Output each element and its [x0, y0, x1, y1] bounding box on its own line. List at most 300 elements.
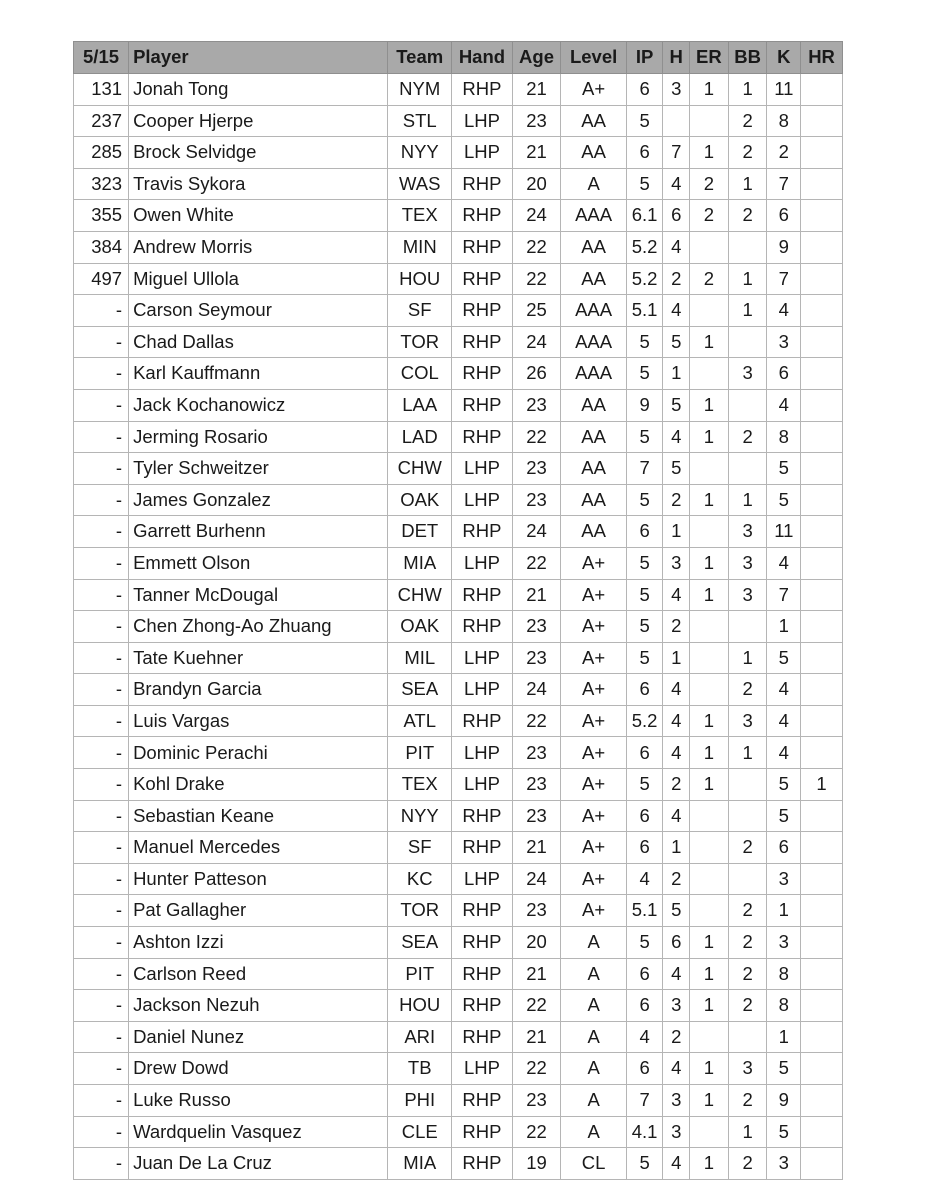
- cell-h: 3: [663, 990, 690, 1022]
- cell-h: 3: [663, 547, 690, 579]
- cell-er: 1: [689, 1085, 728, 1117]
- cell-ip: 4: [626, 1021, 663, 1053]
- cell-er: [689, 453, 728, 485]
- col-header-player: Player: [129, 42, 388, 74]
- cell-hand: RHP: [452, 927, 512, 959]
- cell-bb: 2: [728, 137, 767, 169]
- cell-k: 11: [767, 74, 801, 106]
- cell-age: 23: [512, 769, 561, 801]
- cell-er: [689, 895, 728, 927]
- cell-er: 1: [689, 769, 728, 801]
- cell-rank: 384: [74, 231, 129, 263]
- cell-ip: 6: [626, 137, 663, 169]
- cell-age: 24: [512, 200, 561, 232]
- cell-age: 23: [512, 800, 561, 832]
- cell-bb: [728, 863, 767, 895]
- cell-level: AA: [561, 453, 626, 485]
- cell-er: 1: [689, 958, 728, 990]
- table-row: [74, 168, 843, 200]
- table-row: [74, 74, 843, 106]
- cell-player: Carson Seymour: [129, 295, 388, 327]
- cell-team: SEA: [388, 674, 452, 706]
- cell-ip: 6: [626, 832, 663, 864]
- cell-hand: RHP: [452, 421, 512, 453]
- cell-hand: RHP: [452, 800, 512, 832]
- cell-hand: RHP: [452, 358, 512, 390]
- cell-k: 5: [767, 1116, 801, 1148]
- cell-team: ATL: [388, 705, 452, 737]
- cell-bb: 1: [728, 74, 767, 106]
- cell-h: 2: [663, 611, 690, 643]
- cell-team: MIN: [388, 231, 452, 263]
- cell-bb: 1: [728, 295, 767, 327]
- table-row: [74, 484, 843, 516]
- cell-team: TOR: [388, 326, 452, 358]
- cell-hr: [801, 389, 843, 421]
- cell-er: [689, 642, 728, 674]
- cell-rank: 497: [74, 263, 129, 295]
- table-row: [74, 927, 843, 959]
- table-row: [74, 105, 843, 137]
- cell-team: PIT: [388, 958, 452, 990]
- cell-level: A+: [561, 674, 626, 706]
- cell-level: A: [561, 1085, 626, 1117]
- cell-age: 22: [512, 1053, 561, 1085]
- cell-level: AA: [561, 389, 626, 421]
- cell-hand: LHP: [452, 769, 512, 801]
- cell-ip: 5: [626, 611, 663, 643]
- cell-rank: -: [74, 832, 129, 864]
- cell-k: 8: [767, 421, 801, 453]
- cell-er: 1: [689, 74, 728, 106]
- cell-k: 9: [767, 231, 801, 263]
- cell-hr: [801, 105, 843, 137]
- cell-h: 2: [663, 863, 690, 895]
- pitcher-stats-table: [73, 41, 843, 1180]
- cell-bb: 2: [728, 990, 767, 1022]
- cell-k: 1: [767, 611, 801, 643]
- col-header-h: H: [663, 42, 690, 74]
- cell-hr: [801, 1053, 843, 1085]
- cell-level: AA: [561, 516, 626, 548]
- cell-team: HOU: [388, 263, 452, 295]
- cell-hand: RHP: [452, 579, 512, 611]
- cell-team: NYM: [388, 74, 452, 106]
- table-row: [74, 990, 843, 1022]
- table-row: [74, 1021, 843, 1053]
- cell-level: AAA: [561, 295, 626, 327]
- table-row: [74, 611, 843, 643]
- cell-age: 23: [512, 453, 561, 485]
- cell-er: 1: [689, 326, 728, 358]
- cell-age: 22: [512, 263, 561, 295]
- cell-hr: [801, 642, 843, 674]
- cell-team: NYY: [388, 137, 452, 169]
- cell-team: TOR: [388, 895, 452, 927]
- cell-h: 5: [663, 326, 690, 358]
- cell-k: 7: [767, 168, 801, 200]
- cell-rank: -: [74, 326, 129, 358]
- cell-hr: [801, 990, 843, 1022]
- cell-level: AA: [561, 484, 626, 516]
- cell-hr: [801, 137, 843, 169]
- cell-hand: LHP: [452, 642, 512, 674]
- cell-hand: RHP: [452, 990, 512, 1022]
- cell-hand: LHP: [452, 863, 512, 895]
- cell-rank: -: [74, 642, 129, 674]
- cell-bb: [728, 1021, 767, 1053]
- cell-age: 23: [512, 105, 561, 137]
- cell-rank: -: [74, 389, 129, 421]
- cell-rank: -: [74, 705, 129, 737]
- cell-er: [689, 231, 728, 263]
- cell-age: 23: [512, 895, 561, 927]
- cell-er: [689, 674, 728, 706]
- cell-ip: 5: [626, 642, 663, 674]
- cell-age: 23: [512, 737, 561, 769]
- cell-level: A: [561, 990, 626, 1022]
- cell-hr: [801, 1116, 843, 1148]
- cell-bb: 3: [728, 705, 767, 737]
- cell-ip: 5: [626, 769, 663, 801]
- cell-age: 21: [512, 832, 561, 864]
- cell-player: Ashton Izzi: [129, 927, 388, 959]
- cell-ip: 6.1: [626, 200, 663, 232]
- cell-rank: -: [74, 611, 129, 643]
- cell-k: 7: [767, 579, 801, 611]
- cell-player: Luis Vargas: [129, 705, 388, 737]
- cell-er: 1: [689, 579, 728, 611]
- cell-hr: [801, 295, 843, 327]
- cell-rank: -: [74, 484, 129, 516]
- cell-age: 22: [512, 990, 561, 1022]
- cell-age: 21: [512, 579, 561, 611]
- cell-h: 3: [663, 74, 690, 106]
- cell-player: Wardquelin Vasquez: [129, 1116, 388, 1148]
- cell-hr: [801, 516, 843, 548]
- col-header-ip: IP: [626, 42, 663, 74]
- cell-k: 6: [767, 200, 801, 232]
- cell-hand: LHP: [452, 737, 512, 769]
- cell-er: 1: [689, 421, 728, 453]
- cell-rank: -: [74, 737, 129, 769]
- cell-hand: LHP: [452, 674, 512, 706]
- cell-hand: RHP: [452, 832, 512, 864]
- cell-bb: [728, 231, 767, 263]
- cell-hand: RHP: [452, 516, 512, 548]
- cell-bb: [728, 453, 767, 485]
- cell-k: 5: [767, 484, 801, 516]
- cell-er: 1: [689, 484, 728, 516]
- cell-level: AAA: [561, 326, 626, 358]
- cell-ip: 5.2: [626, 263, 663, 295]
- cell-age: 24: [512, 516, 561, 548]
- cell-player: Karl Kauffmann: [129, 358, 388, 390]
- cell-k: 4: [767, 737, 801, 769]
- cell-k: 9: [767, 1085, 801, 1117]
- cell-ip: 5.1: [626, 295, 663, 327]
- table-row: [74, 200, 843, 232]
- cell-bb: 1: [728, 263, 767, 295]
- cell-hand: RHP: [452, 705, 512, 737]
- cell-rank: 355: [74, 200, 129, 232]
- cell-player: Daniel Nunez: [129, 1021, 388, 1053]
- cell-hr: [801, 895, 843, 927]
- cell-level: CL: [561, 1148, 626, 1180]
- cell-rank: -: [74, 958, 129, 990]
- cell-rank: -: [74, 1021, 129, 1053]
- cell-er: [689, 832, 728, 864]
- cell-bb: 1: [728, 168, 767, 200]
- cell-hr: [801, 705, 843, 737]
- cell-hr: [801, 484, 843, 516]
- cell-hand: RHP: [452, 200, 512, 232]
- cell-h: 4: [663, 1148, 690, 1180]
- table-row: [74, 1116, 843, 1148]
- cell-player: Miguel Ullola: [129, 263, 388, 295]
- cell-rank: -: [74, 895, 129, 927]
- cell-hand: RHP: [452, 389, 512, 421]
- cell-player: James Gonzalez: [129, 484, 388, 516]
- cell-hand: RHP: [452, 1085, 512, 1117]
- cell-player: Tate Kuehner: [129, 642, 388, 674]
- cell-rank: -: [74, 579, 129, 611]
- cell-h: 4: [663, 737, 690, 769]
- table-row: [74, 137, 843, 169]
- cell-age: 23: [512, 642, 561, 674]
- cell-bb: 1: [728, 1116, 767, 1148]
- cell-level: A+: [561, 74, 626, 106]
- cell-h: 1: [663, 642, 690, 674]
- col-header-k: K: [767, 42, 801, 74]
- cell-rank: -: [74, 1053, 129, 1085]
- cell-bb: 2: [728, 105, 767, 137]
- cell-team: MIA: [388, 547, 452, 579]
- cell-level: A+: [561, 800, 626, 832]
- cell-h: 4: [663, 231, 690, 263]
- cell-er: [689, 1116, 728, 1148]
- cell-team: SEA: [388, 927, 452, 959]
- cell-age: 23: [512, 484, 561, 516]
- table-row: [74, 737, 843, 769]
- cell-er: [689, 1021, 728, 1053]
- cell-player: Travis Sykora: [129, 168, 388, 200]
- cell-ip: 5: [626, 484, 663, 516]
- cell-player: Carlson Reed: [129, 958, 388, 990]
- cell-hand: RHP: [452, 895, 512, 927]
- cell-player: Brock Selvidge: [129, 137, 388, 169]
- cell-h: 1: [663, 832, 690, 864]
- cell-age: 21: [512, 74, 561, 106]
- cell-team: CHW: [388, 453, 452, 485]
- cell-er: [689, 611, 728, 643]
- table-row: [74, 1053, 843, 1085]
- cell-h: 4: [663, 295, 690, 327]
- cell-hr: [801, 1148, 843, 1180]
- cell-team: MIA: [388, 1148, 452, 1180]
- cell-player: Tanner McDougal: [129, 579, 388, 611]
- cell-hr: [801, 547, 843, 579]
- cell-team: OAK: [388, 484, 452, 516]
- cell-bb: 3: [728, 579, 767, 611]
- cell-team: DET: [388, 516, 452, 548]
- cell-bb: [728, 326, 767, 358]
- cell-k: 3: [767, 326, 801, 358]
- cell-player: Kohl Drake: [129, 769, 388, 801]
- cell-bb: 2: [728, 927, 767, 959]
- cell-level: A: [561, 1053, 626, 1085]
- cell-ip: 6: [626, 1053, 663, 1085]
- cell-rank: 131: [74, 74, 129, 106]
- cell-h: 4: [663, 1053, 690, 1085]
- cell-hr: [801, 326, 843, 358]
- cell-player: Cooper Hjerpe: [129, 105, 388, 137]
- cell-team: MIL: [388, 642, 452, 674]
- table-row: [74, 263, 843, 295]
- cell-h: 6: [663, 927, 690, 959]
- cell-bb: 2: [728, 674, 767, 706]
- cell-k: 6: [767, 358, 801, 390]
- cell-bb: 2: [728, 895, 767, 927]
- cell-age: 24: [512, 674, 561, 706]
- cell-team: KC: [388, 863, 452, 895]
- col-header-bb: BB: [728, 42, 767, 74]
- cell-ip: 5: [626, 927, 663, 959]
- cell-k: 4: [767, 705, 801, 737]
- cell-k: 6: [767, 832, 801, 864]
- cell-bb: [728, 611, 767, 643]
- cell-level: AAA: [561, 358, 626, 390]
- cell-hr: [801, 231, 843, 263]
- col-header-rank: 5/15: [74, 42, 129, 74]
- cell-er: 1: [689, 137, 728, 169]
- cell-k: 11: [767, 516, 801, 548]
- cell-hr: [801, 358, 843, 390]
- cell-level: A+: [561, 832, 626, 864]
- cell-level: AA: [561, 105, 626, 137]
- cell-age: 20: [512, 927, 561, 959]
- cell-k: 4: [767, 295, 801, 327]
- cell-bb: 2: [728, 958, 767, 990]
- cell-player: Dominic Perachi: [129, 737, 388, 769]
- cell-rank: -: [74, 769, 129, 801]
- cell-ip: 5: [626, 547, 663, 579]
- col-header-team: Team: [388, 42, 452, 74]
- cell-age: 21: [512, 137, 561, 169]
- cell-er: 1: [689, 737, 728, 769]
- cell-h: [663, 105, 690, 137]
- cell-age: 22: [512, 1116, 561, 1148]
- cell-er: 2: [689, 168, 728, 200]
- cell-rank: -: [74, 547, 129, 579]
- cell-player: Jonah Tong: [129, 74, 388, 106]
- cell-bb: 3: [728, 516, 767, 548]
- cell-ip: 5: [626, 326, 663, 358]
- cell-hand: RHP: [452, 263, 512, 295]
- cell-rank: -: [74, 1148, 129, 1180]
- cell-team: PHI: [388, 1085, 452, 1117]
- cell-rank: -: [74, 863, 129, 895]
- table-row: [74, 705, 843, 737]
- cell-player: Juan De La Cruz: [129, 1148, 388, 1180]
- cell-ip: 5: [626, 358, 663, 390]
- cell-ip: 5: [626, 105, 663, 137]
- table-row: [74, 863, 843, 895]
- table-row: [74, 579, 843, 611]
- cell-bb: 3: [728, 1053, 767, 1085]
- col-header-hand: Hand: [452, 42, 512, 74]
- cell-rank: -: [74, 1116, 129, 1148]
- cell-hr: 1: [801, 769, 843, 801]
- cell-ip: 6: [626, 737, 663, 769]
- cell-hr: [801, 579, 843, 611]
- cell-bb: 2: [728, 200, 767, 232]
- cell-hr: [801, 737, 843, 769]
- cell-team: LAD: [388, 421, 452, 453]
- cell-level: A+: [561, 642, 626, 674]
- cell-k: 2: [767, 137, 801, 169]
- cell-er: 2: [689, 200, 728, 232]
- cell-bb: 3: [728, 358, 767, 390]
- cell-rank: -: [74, 295, 129, 327]
- cell-rank: -: [74, 516, 129, 548]
- cell-player: Manuel Mercedes: [129, 832, 388, 864]
- cell-team: STL: [388, 105, 452, 137]
- cell-hr: [801, 263, 843, 295]
- cell-h: 3: [663, 1116, 690, 1148]
- cell-k: 5: [767, 800, 801, 832]
- cell-hand: LHP: [452, 1053, 512, 1085]
- table-row: [74, 642, 843, 674]
- cell-hand: LHP: [452, 137, 512, 169]
- cell-age: 22: [512, 421, 561, 453]
- cell-hand: RHP: [452, 611, 512, 643]
- cell-age: 23: [512, 1085, 561, 1117]
- cell-level: AA: [561, 231, 626, 263]
- table-row: [74, 358, 843, 390]
- cell-k: 5: [767, 1053, 801, 1085]
- cell-team: OAK: [388, 611, 452, 643]
- cell-age: 25: [512, 295, 561, 327]
- cell-h: 2: [663, 1021, 690, 1053]
- cell-level: A+: [561, 611, 626, 643]
- table-row: [74, 1085, 843, 1117]
- cell-bb: [728, 800, 767, 832]
- cell-age: 20: [512, 168, 561, 200]
- cell-level: A: [561, 168, 626, 200]
- cell-level: AA: [561, 421, 626, 453]
- cell-level: A+: [561, 579, 626, 611]
- cell-level: A+: [561, 863, 626, 895]
- table-row: [74, 895, 843, 927]
- cell-team: TEX: [388, 769, 452, 801]
- cell-h: 4: [663, 800, 690, 832]
- cell-hand: RHP: [452, 1021, 512, 1053]
- cell-team: COL: [388, 358, 452, 390]
- cell-k: 3: [767, 927, 801, 959]
- cell-bb: 1: [728, 642, 767, 674]
- header-row: [74, 42, 843, 74]
- cell-age: 24: [512, 863, 561, 895]
- cell-level: AAA: [561, 200, 626, 232]
- table-row: [74, 295, 843, 327]
- cell-h: 1: [663, 358, 690, 390]
- cell-ip: 5.1: [626, 895, 663, 927]
- table-row: [74, 516, 843, 548]
- cell-hand: RHP: [452, 295, 512, 327]
- cell-team: CLE: [388, 1116, 452, 1148]
- cell-bb: 2: [728, 1148, 767, 1180]
